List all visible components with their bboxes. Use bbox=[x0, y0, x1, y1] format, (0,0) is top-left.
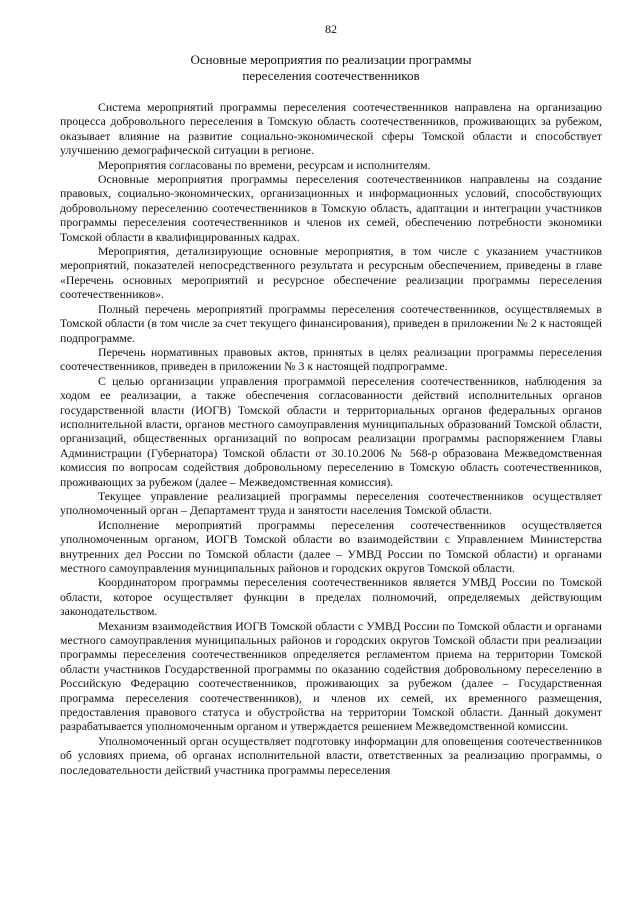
paragraph: С целью организации управления программой переселения соотечественников, наблюдения за ходом ее реализации, а также обеспечения согласованности действий исполнительных органов государственной власти (ИОГВ) Томской области и территориальных органов федеральных органов исполнительной власти, органов местного самоуправления муниципальных образований Томской области, организаций, общественных организаций по вопросам реализации программы распоряжением Главы Администрации (Губернатора) Томской области от 30.10.2006 № 568-р образована Межведомственная комиссия по вопросам содействия добровольному переселению в Томскую область соотечественников, проживающих за рубежом (далее – Межведомственная комиссия). bbox=[60, 373, 602, 489]
section-title-line-2: переселения соотечественников bbox=[242, 68, 420, 83]
paragraph: Текущее управление реализацией программы переселения соотечественников осуществляет уполномоченный орган – Департамент труда и занятости населения Томской области. bbox=[60, 488, 602, 518]
paragraph: Мероприятия согласованы по времени, ресурсам и исполнителям. bbox=[98, 157, 431, 172]
paragraph: Исполнение мероприятий программы переселения соотечественников осуществляется уполномоченным органом, ИОГВ Томской области во взаимодействии с Управлением Министерства внутренних дел России по Томской области (далее – УМВД России по Томской области) и органами местного самоуправления муниципальных районов и городских округов Томской области. bbox=[60, 517, 602, 575]
paragraph: Перечень нормативных правовых актов, принятых в целях реализации программы переселения соотечественников, приведен в приложении № 3 к настоящей подпрограмме. bbox=[60, 344, 602, 374]
page-number: 82 bbox=[325, 22, 337, 36]
paragraph: Полный перечень мероприятий программы переселения соотечественников, осуществляемых в Томской области (в том числе за счет текущего финансирования), приведен в приложении № 2 к настоящей подпрограмме. bbox=[60, 301, 602, 345]
paragraph: Система мероприятий программы переселения соотечественников направлена на организацию процесса добровольного переселения в Томскую область соотечественников, проживающих за рубежом, оказывает влияние на развитие социально-экономической сферы Томской области и способствует улучшению демографической ситуации в регионе. bbox=[60, 100, 602, 158]
paragraph: Мероприятия, детализирующие основные мероприятия, в том числе с указанием участников мероприятий, показателей непосредственного результата и ресурсным обеспечением, приведены в главе «Перечень основных мероприятий и ресурсное обеспечение реализации программы переселения соотечественников». bbox=[60, 244, 602, 302]
paragraph: Механизм взаимодействия ИОГВ Томской области с УМВД России по Томской области и органами местного самоуправления муниципальных районов и городских округов Томской области при реализации программы переселения соотечественников определяется регламентом приема на территории Томской области участников Государственной программы по оказанию содействия добровольному переселению в Российскую Федерацию соотечественников, проживающих за рубежом (далее – Государственная программа переселения соотечественников), и членов их семей, их временного размещения, предоставления правового статуса и обустройства на территории Томской области. Данный документ разрабатывается уполномоченным органом и утверждается решением Межведомственной комиссии. bbox=[60, 618, 602, 734]
paragraph: Основные мероприятия программы переселения соотечественников направлены на создание правовых, социально-экономических, организационных и информационных условий, способствующих добровольному переселению соотечественников в Томскую область, адаптации и интеграции участников программы переселения соотечественников и членов их семей, обеспечению потребности экономики Томской области в квалифицированных кадрах. bbox=[60, 172, 602, 244]
paragraph: Уполномоченный орган осуществляет подготовку информации для оповещения соотечественников об условиях приема, об органах исполнительной власти, ответственных за реализацию программы, о последовательности действий участника программы переселения bbox=[60, 733, 602, 777]
section-title-line-1: Основные мероприятия по реализации программы bbox=[190, 52, 472, 67]
paragraph: Координатором программы переселения соотечественников является УМВД России по Томской области, которое осуществляет функции в пределах полномочий, определяемых действующим законодательством. bbox=[60, 575, 602, 619]
body-text bbox=[60, 100, 602, 777]
section-title bbox=[60, 52, 602, 84]
